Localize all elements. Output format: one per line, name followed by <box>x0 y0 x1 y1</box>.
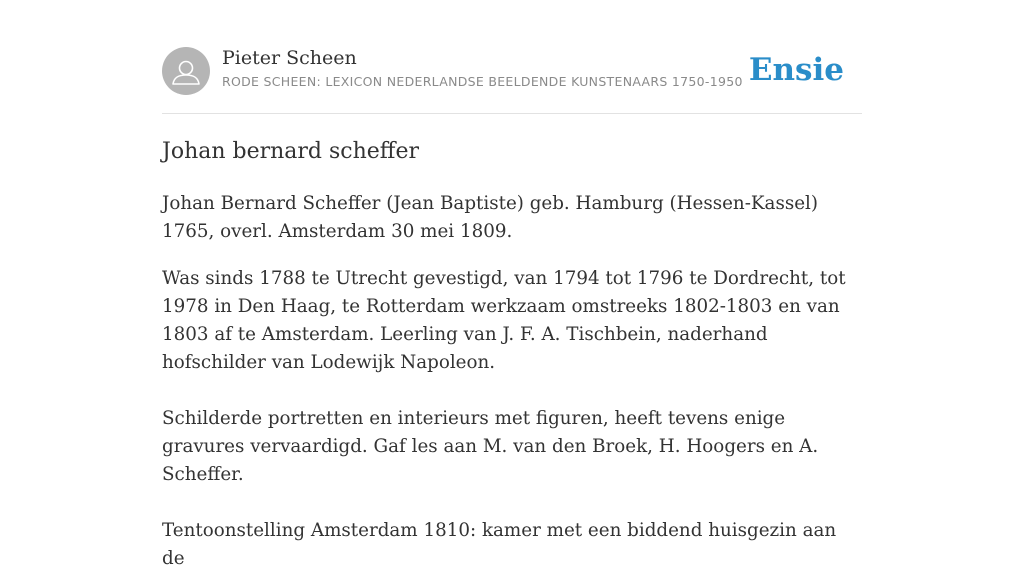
author-header <box>162 46 862 96</box>
article-title: Johan bernard scheffer <box>162 139 419 164</box>
paragraph-career: Was sinds 1788 te Utrecht gevestigd, van 1794 tot 1796 te Dordrecht, tot 1978 in Den Haag, te Rotterdam werkzaam omstreeks 1802-1803 en van 1803 af te Amsterdam. Leerling van J. F. A. Tischbein, naderhand hofschilder van Lodewijk Napoleon. <box>162 268 846 373</box>
source-publication[interactable]: RODE SCHEEN: LEXICON NEDERLANDSE BEELDENDE KUNSTENAARS 1750-1950 <box>222 74 743 89</box>
author-name[interactable]: Pieter Scheen <box>222 47 357 69</box>
article <box>162 136 862 573</box>
avatar[interactable] <box>162 47 210 95</box>
user-silhouette-icon <box>162 47 210 95</box>
article-body <box>162 190 862 573</box>
header-divider <box>162 113 862 114</box>
brand-logo[interactable]: Ensie <box>748 52 844 88</box>
paragraph-exhibition: Tentoonstelling Amsterdam 1810: kamer met een biddend huisgezin aan de <box>162 520 837 569</box>
paragraph-birth-death: Johan Bernard Scheffer (Jean Baptiste) geb. Hamburg (Hessen-Kassel) 1765, overl. Amsterdam 30 mei 1809. <box>162 193 819 242</box>
paragraph-works: Schilderde portretten en interieurs met figuren, heeft tevens enige gravures vervaardigd. Gaf les aan M. van den Broek, H. Hoogers en A. Scheffer. <box>162 408 819 485</box>
